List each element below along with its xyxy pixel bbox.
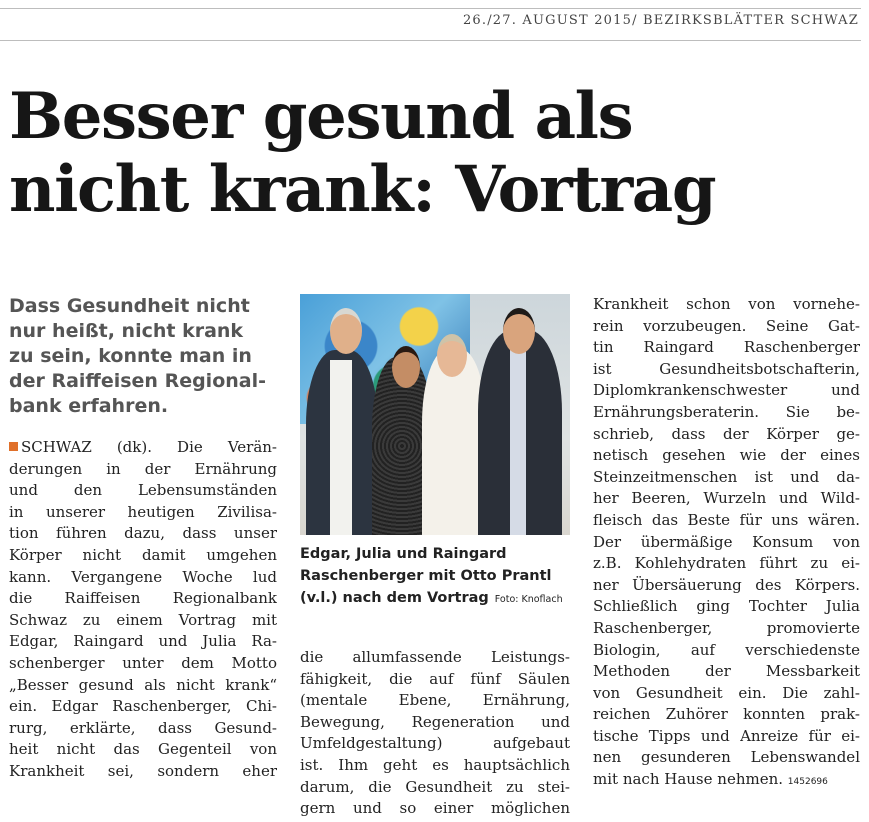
- headline-line-1: Besser gesund als: [9, 79, 633, 154]
- column-3: [593, 294, 860, 794]
- lead-line: bank erfahren.: [9, 395, 169, 417]
- body-line: Raschenberger, promovierte: [593, 618, 860, 637]
- body-line: heit nicht das Gegenteil von: [9, 740, 277, 759]
- body-line: [9, 437, 277, 459]
- body-line: Diplomkrankenschwester und: [593, 381, 860, 400]
- body-line: in unserer heutigen Zivilisa-: [9, 502, 277, 521]
- person-otto-shirt: [510, 347, 526, 535]
- body-line: tin Raingard Raschenberger: [593, 338, 860, 357]
- body-line: fähigkeit, die auf fünf Säulen: [300, 669, 570, 688]
- photo-caption: [300, 543, 570, 611]
- body-line: Biologin, auf verschiedenste: [593, 640, 860, 659]
- body-line: z.B. Kohlehydraten führt zu ei-: [593, 554, 860, 573]
- body-line: [593, 769, 860, 794]
- body-line: rurg, erklärte, dass Gesund-: [9, 718, 277, 737]
- person-julia-head: [392, 346, 420, 388]
- dateline: 26./27. AUGUST 2015/ BEZIRKSBLÄTTER SCHWAZ: [462, 13, 859, 28]
- person-otto-head: [503, 308, 535, 354]
- body-line: (mentale Ebene, Ernährung,: [300, 691, 570, 710]
- caption-line-text: (v.l.) nach dem Vortrag: [300, 590, 489, 606]
- body-line: „Besser gesund als nicht krank“: [9, 675, 277, 694]
- body-line: gern und so einer möglichen: [300, 799, 570, 818]
- header-rule: [0, 40, 861, 41]
- caption-line: Edgar, Julia und Raingard: [300, 546, 507, 562]
- body-line: Edgar, Raingard und Julia Ra-: [9, 632, 277, 651]
- body-text-col1: [9, 437, 277, 783]
- person-edgar-head: [330, 308, 362, 354]
- body-line: ist Gesundheitsbotschafterin,: [593, 359, 860, 378]
- body-line-text: SCHWAZ (dk). Die Verän-: [21, 438, 277, 456]
- body-line: die allumfassende Leistungs-: [300, 648, 570, 666]
- article-code: 1452696: [787, 777, 828, 788]
- body-line: Der übermäßige Konsum von: [593, 532, 860, 551]
- caption-line: [300, 587, 570, 611]
- body-line: nen gesunderen Lebenswandel: [593, 748, 860, 767]
- column-1: [9, 294, 277, 783]
- body-line: schrieb, dass der Körper ge-: [593, 424, 860, 443]
- body-line: und den Lebensumständen: [9, 481, 277, 500]
- lead-line: nur heißt, nicht krank: [9, 320, 244, 342]
- body-line: ist. Ihm geht es hauptsächlich: [300, 755, 570, 774]
- person-raingard: [422, 349, 486, 535]
- lead-line: der Raiffeisen Regional-: [9, 370, 266, 392]
- body-line: fleisch das Beste für uns wären.: [593, 510, 860, 529]
- column-2: [300, 294, 570, 820]
- body-text-col3: [593, 294, 860, 794]
- body-line: Umfeldgestaltung) aufgebaut: [300, 734, 570, 753]
- body-line: reichen Zuhörer konnten prak-: [593, 705, 860, 724]
- body-line: Bewegung, Regeneration und: [300, 712, 570, 731]
- body-line: ner Übersäuerung des Körpers.: [593, 575, 860, 594]
- body-line: Steinzeitmenschen ist und da-: [593, 467, 860, 486]
- lead-paragraph: [9, 294, 277, 419]
- body-line: Körper nicht damit umgehen: [9, 545, 277, 564]
- photo-credit: Foto: Knoflach: [494, 594, 563, 605]
- body-line: darum, die Gesundheit zu stei-: [300, 777, 570, 796]
- body-text-col2: [300, 647, 570, 820]
- body-line: Krankheit schon von vornehe-: [593, 295, 860, 313]
- body-line: derungen in der Ernährung: [9, 459, 277, 478]
- top-rule: [0, 8, 861, 9]
- body-line: Methoden der Messbarkeit: [593, 662, 860, 681]
- body-line: netisch gesehen wie der eines: [593, 446, 860, 465]
- body-line: tische Tipps und Anreize für ei-: [593, 726, 860, 745]
- body-line: Krankheit sei, sondern eher: [9, 761, 277, 780]
- headline: [9, 80, 859, 226]
- person-edgar-shirt: [330, 360, 352, 535]
- body-line: Ernährungsberaterin. Sie be-: [593, 402, 860, 421]
- body-line: Schwaz zu einem Vortrag mit: [9, 610, 277, 629]
- location-marker-icon: [9, 442, 18, 451]
- headline-line-2: nicht krank: Vortrag: [9, 152, 716, 227]
- body-line: her Beeren, Wurzeln und Wild-: [593, 489, 860, 508]
- body-line: von Gesundheit ein. Die zahl-: [593, 683, 860, 702]
- body-line: rein vorzubeugen. Seine Gat-: [593, 316, 860, 335]
- caption-line: Raschenberger mit Otto Prantl: [300, 568, 552, 584]
- body-line: Schließlich ging Tochter Julia: [593, 597, 860, 616]
- lead-line: zu sein, konnte man in: [9, 345, 252, 367]
- body-line-text: mit nach Hause nehmen.: [593, 770, 784, 789]
- body-line: schenberger unter dem Motto: [9, 653, 277, 672]
- event-photo: [300, 294, 570, 535]
- body-line: die Raiffeisen Regionalbank: [9, 589, 277, 608]
- person-raingard-head: [437, 334, 467, 377]
- body-line: kann. Vergangene Woche lud: [9, 567, 277, 586]
- body-line: ein. Edgar Raschenberger, Chi-: [9, 697, 277, 716]
- body-line: tion führen dazu, dass unser: [9, 524, 277, 543]
- lead-line: Dass Gesundheit nicht: [9, 295, 250, 317]
